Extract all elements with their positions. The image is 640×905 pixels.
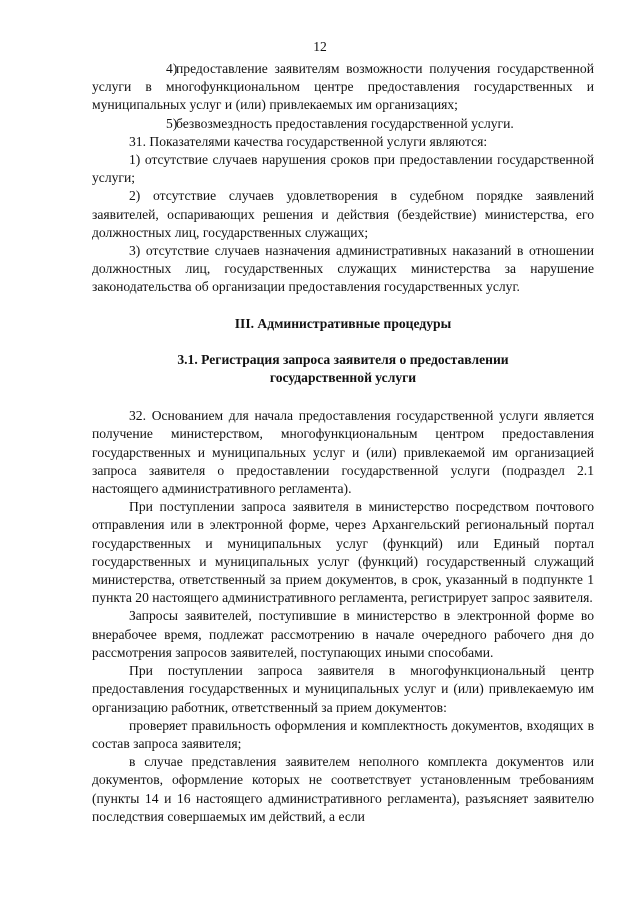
list-item-number: 4) (166, 61, 178, 76)
list-item-number: 5) (166, 115, 178, 131)
paragraph-mfc-intake: При поступлении запроса заявителя в многофункциональный центр предоставления государственных и муниципальных услуг и (или) привлекаемую им организацию работник, ответственный за прием документов: (92, 663, 594, 715)
list-item-text: безвозмездность предоставления государственной услуги. (176, 115, 514, 131)
paragraph-31-item-1: 1) отсутствие случаев нарушения сроков при предоставлении государственной услуги; (92, 152, 594, 186)
paragraph-31-intro: 31. Показателями качества государственной услуги являются: (129, 133, 488, 149)
paragraph-32: 32. Основанием для начала предоставления государственной услуги является получение министерством, многофункциональным центром предоставления государственных и муниципальных услуг и (или) привлекаемой им организацией запроса заявителя о предоставлении государственной услуги (подраздел 2.1 настоящего административного регламента). (92, 408, 594, 497)
section-title: III. Административные процедуры (234, 315, 452, 331)
paragraph-check-documents: проверяет правильность оформления и комплектность документов, входящих в состав запроса заявителя; (92, 717, 594, 751)
list-item-4 (92, 60, 594, 115)
paragraph-offhours: Запросы заявителей, поступившие в министерство в электронной форме во внерабочее время, подлежат рассмотрению в начале очередного рабочего дня до рассмотрения запросов заявителей, поступающих иными способами. (92, 608, 594, 660)
paragraph-31-item-2: 2) отсутствие случаев удовлетворения в судебном порядке заявлений заявителей, оспаривающих решения и действия (бездействие) министерства, его должностных лиц, государственных служащих; (92, 188, 594, 240)
list-item-5 (92, 115, 594, 133)
list-item-text: предоставление заявителям возможности получения государственной услуги в многофункциональном центре предоставления государственных и муниципальных услуг и (или) привлекаемых им организациях; (92, 61, 594, 113)
paragraph-31-item-3: 3) отсутствие случаев назначения административных наказаний в отношении должностных лиц, государственных служащих министерства за нарушение законодательства об организации предоставления государственных услуг. (92, 243, 594, 295)
paragraph-incomplete-documents: в случае представления заявителем неполного комплекта документов или документов, оформление которых не соответствует установленным требованиям (пункты 14 и 16 настоящего административного регламента), разъясняет заявителю последствия совершаемых им действий, а если (92, 754, 594, 824)
subsection-title (92, 351, 594, 387)
subsection-title-line-2: государственной услуги (269, 370, 417, 386)
paragraph-mail-registration: При поступлении запроса заявителя в министерство посредством почтового отправления или в электронной форме, через Архангельский региональный портал государственных и муниципальных услуг (функций) или Единый портал государственных и муниципальных услуг (функций) государственный служащий министерства, ответственный за прием документов, в срок, указанный в подпункте 1 пункта 20 настоящего административного регламента, регистрирует запрос заявителя. (92, 499, 594, 606)
page-number: 12 (313, 39, 327, 54)
subsection-title-line-1: 3.1. Регистрация запроса заявителя о предоставлении (177, 351, 509, 367)
